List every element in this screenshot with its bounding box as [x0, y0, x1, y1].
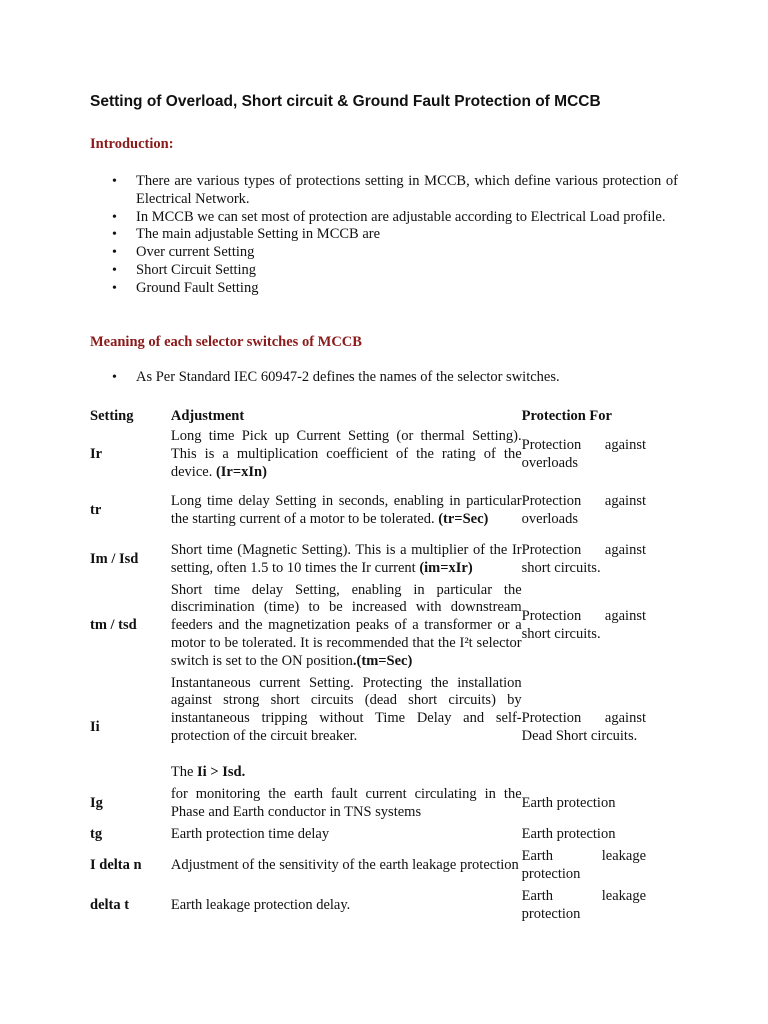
table-row — [90, 824, 646, 846]
meaning-bullet-list — [0, 369, 768, 387]
setting-cell: Ir — [90, 446, 103, 463]
bullet-icon: • — [112, 370, 117, 385]
list-item: • Over current Setting — [112, 244, 255, 261]
bullet-icon: • — [112, 262, 117, 278]
list-item: • In MCCB we can set most of protection are adjustable according to Electrical Load profile. — [112, 208, 666, 225]
setting-cell: tg — [90, 826, 103, 843]
bullet-icon: • — [112, 227, 117, 243]
header-adjustment: Adjustment — [170, 408, 245, 425]
bullet-icon: • — [112, 209, 117, 225]
table-row — [90, 846, 646, 886]
bullet-icon: • — [112, 245, 117, 261]
adjustment-cell: Earth protection time delay — [170, 826, 330, 843]
protection-cell: Protection against overloads — [521, 437, 646, 471]
adjustment-cell: Instantaneous current Setting. Protecting the installation against strong short circuits (dead short circuits) by instantaneous tripping without Time Delay and self-protection of the circuit breaker. The Ii > Isd. — [170, 674, 522, 780]
setting-cell: tm / tsd — [90, 617, 137, 634]
header-setting: Setting — [90, 408, 134, 425]
table-row — [90, 580, 646, 672]
table-row — [90, 784, 646, 824]
document-title: Setting of Overload, Short circuit & Ground Fault Protection of MCCB — [90, 93, 601, 110]
list-item: • The main adjustable Setting in MCCB are — [112, 226, 381, 243]
setting-cell: Ii — [90, 719, 100, 736]
setting-cell: delta t — [90, 897, 130, 914]
setting-cell: Ig — [90, 795, 103, 812]
protection-cell: Earth protection — [521, 795, 616, 812]
setting-cell: tr — [90, 502, 102, 519]
table-row — [90, 482, 646, 540]
protection-cell: Earth leakage protection — [521, 848, 646, 882]
protection-cell: Earth leakage protection — [521, 888, 646, 922]
table-row — [90, 672, 646, 784]
list-item: • There are various types of protections setting in MCCB, which define various protection of Electrical Network. — [112, 173, 678, 207]
setting-cell: Im / Isd — [90, 551, 139, 568]
list-item: • As Per Standard IEC 60947-2 defines the names of the selector switches. — [112, 369, 560, 385]
protection-cell: Protection against short circuits. — [521, 542, 646, 576]
adjustment-cell: Short time (Magnetic Setting). This is a multiplier of the Ir setting, often 1.5 to 10 times the Ir current (im=xIr) — [170, 542, 522, 576]
meaning-heading: Meaning of each selector switches of MCCB — [90, 334, 362, 350]
adjustment-cell: Long time Pick up Current Setting (or thermal Setting). This is a multiplication coefficient of the rating of the device. (Ir=xIn) — [170, 428, 522, 480]
table-header-row — [90, 406, 646, 428]
adjustment-cell: Long time delay Setting in seconds, enabling in particular the starting current of a motor to be tolerated. (tr=Sec) — [170, 493, 522, 527]
header-protection: Protection For — [521, 408, 612, 425]
settings-table — [90, 406, 646, 926]
list-item: • Ground Fault Setting — [112, 279, 259, 296]
protection-cell: Protection against overloads — [521, 493, 646, 527]
protection-cell: Protection against Dead Short circuits. — [521, 710, 646, 744]
introduction-bullet-list — [0, 173, 768, 298]
adjustment-cell: Short time delay Setting, enabling in particular the discrimination (time) to be increased with downstream feeders and the magnetization peaks of a transformer or a motor to be tolerated. It is recommended that the I²t selector switch is set to the ON position.(tm=Sec) — [170, 581, 522, 669]
adjustment-cell: for monitoring the earth fault current circulating in the Phase and Earth conductor in TNS systems — [170, 786, 522, 820]
table-row — [90, 886, 646, 926]
introduction-heading: Introduction: — [90, 136, 174, 152]
table-row — [90, 428, 646, 482]
bullet-icon: • — [112, 174, 117, 189]
protection-cell: Earth protection — [521, 826, 616, 843]
adjustment-cell: Adjustment of the sensitivity of the earth leakage protection — [170, 857, 519, 874]
setting-cell: I delta n — [90, 857, 142, 874]
protection-cell: Protection against short circuits. — [521, 608, 646, 642]
bullet-icon: • — [112, 280, 117, 296]
adjustment-cell: Earth leakage protection delay. — [170, 897, 351, 914]
table-row — [90, 540, 646, 580]
list-item: • Short Circuit Setting — [112, 261, 257, 278]
